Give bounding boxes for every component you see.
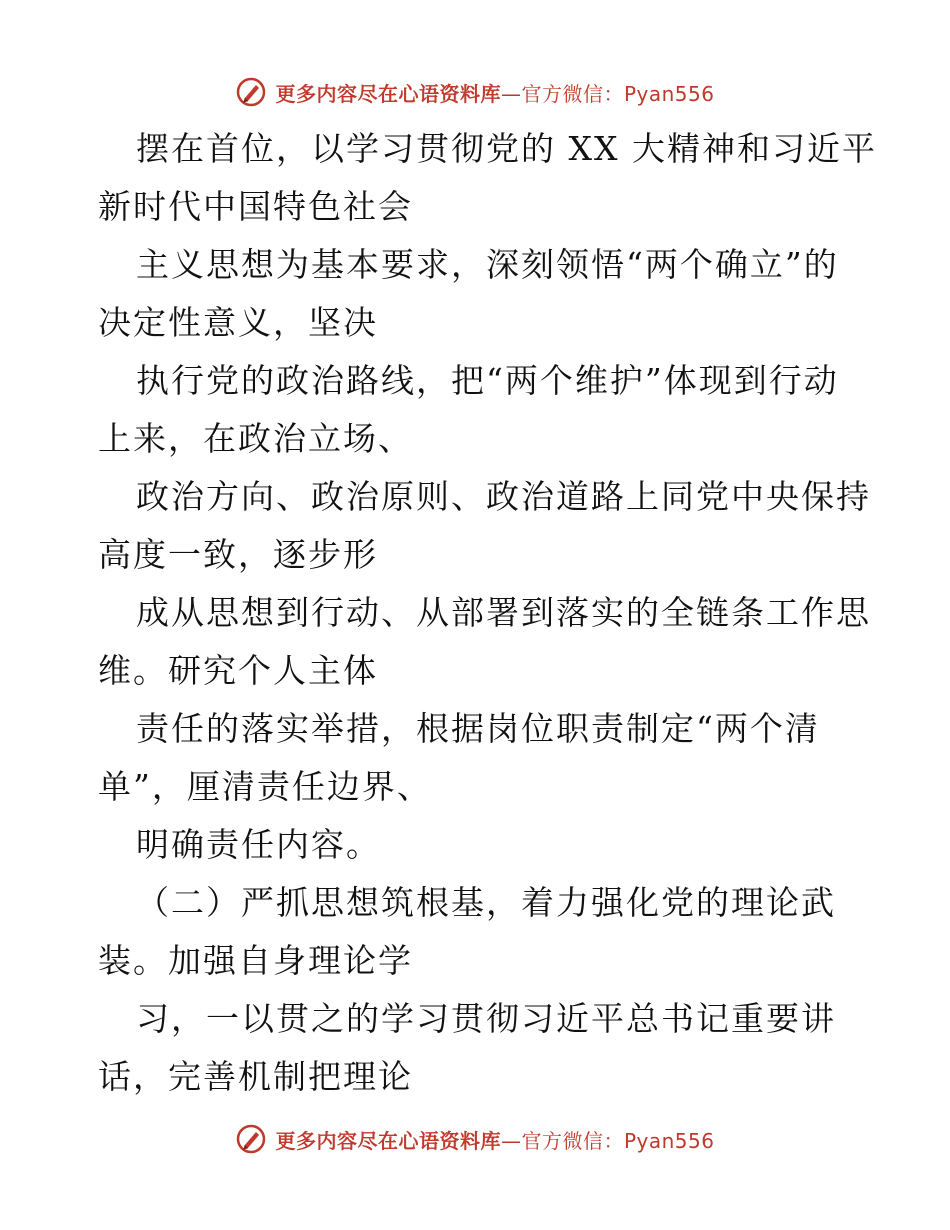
watermark-text bbox=[275, 1125, 714, 1154]
watermark-text bbox=[275, 78, 714, 107]
watermark-contact: 官方微信：Pyan556 bbox=[521, 1128, 715, 1153]
watermark-contact: 官方微信：Pyan556 bbox=[521, 81, 715, 106]
text-line: 政治方向、政治原则、政治道路上同党中央保持 bbox=[136, 477, 871, 516]
header-watermark bbox=[0, 70, 950, 114]
text-line: 习，一以贯之的学习贯彻习近平总书记重要讲 bbox=[136, 999, 836, 1038]
text-line: 新时代中国特色社会 bbox=[98, 187, 413, 226]
text-line: 摆在首位，以学习贯彻党的 XX 大精神和习近平 bbox=[136, 129, 877, 168]
text-line: 上来，在政治立场、 bbox=[98, 419, 413, 458]
text-line: 单”，厘清责任边界、 bbox=[98, 767, 432, 806]
watermark-main: 更多内容尽在心语资料库 bbox=[275, 81, 501, 106]
watermark-main: 更多内容尽在心语资料库 bbox=[275, 1128, 501, 1153]
text-line: 决定性意义，坚决 bbox=[98, 303, 378, 342]
watermark-separator: — bbox=[500, 81, 522, 106]
pen-logo-icon bbox=[235, 1123, 267, 1155]
text-line: 主义思想为基本要求，深刻领悟“两个确立”的 bbox=[136, 245, 839, 284]
pen-logo-icon bbox=[235, 76, 267, 108]
body-text bbox=[98, 120, 877, 1106]
watermark-separator: — bbox=[500, 1128, 522, 1153]
text-line: 成从思想到行动、从部署到落实的全链条工作思 bbox=[136, 593, 871, 632]
text-line: 话，完善机制把理论 bbox=[98, 1057, 413, 1096]
text-line: 责任的落实举措，根据岗位职责制定“两个清 bbox=[136, 709, 820, 748]
footer-watermark bbox=[0, 1117, 950, 1161]
text-line: 明确责任内容。 bbox=[136, 825, 381, 864]
section-heading-line: （二）严抓思想筑根基，着力强化党的理论武 bbox=[136, 883, 836, 922]
text-line: 装。加强自身理论学 bbox=[98, 941, 413, 980]
text-line: 维。研究个人主体 bbox=[98, 651, 378, 690]
text-line: 执行党的政治路线，把“两个维护”体现到行动 bbox=[136, 361, 839, 400]
text-line: 高度一致，逐步形 bbox=[98, 535, 378, 574]
